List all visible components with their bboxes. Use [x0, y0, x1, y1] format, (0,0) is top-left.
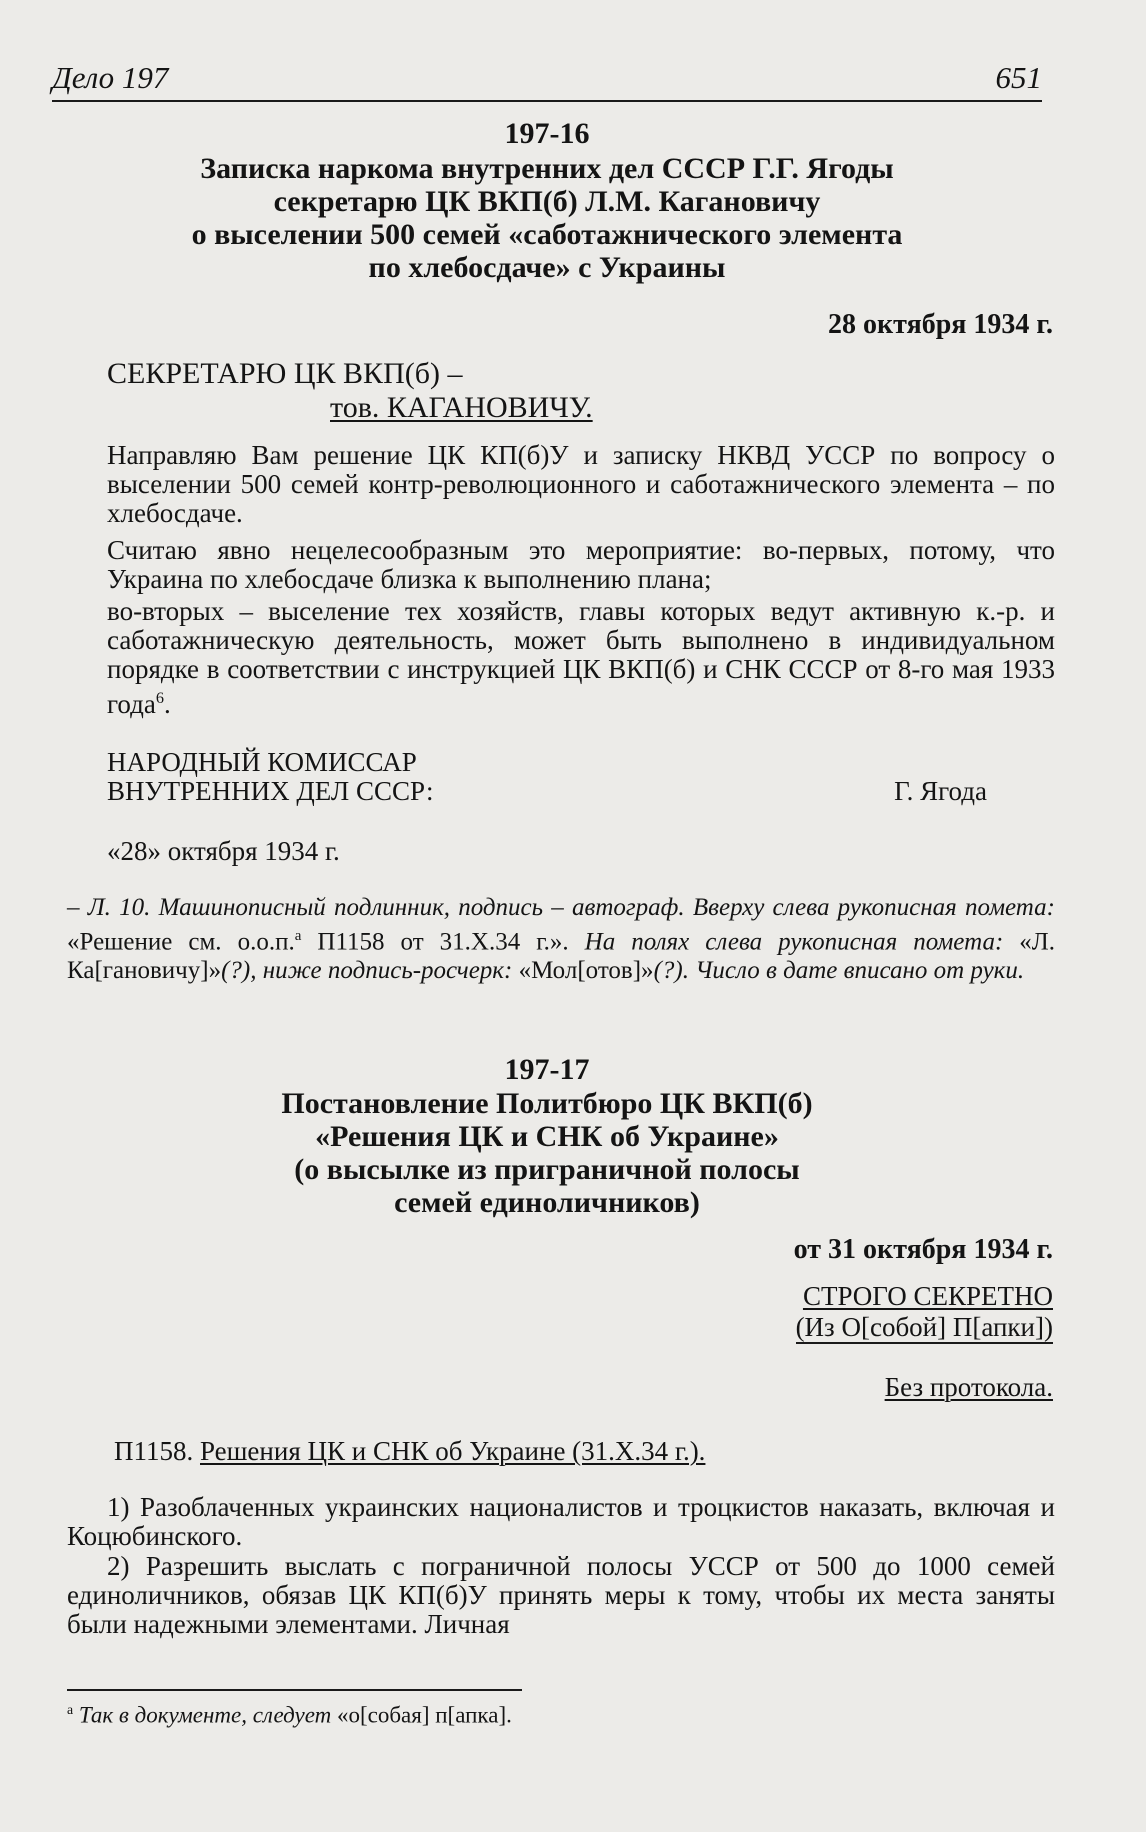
doc2-title-line: (о высылке из приграничной полосы: [294, 1153, 800, 1186]
doc1-title-line: Записка наркома внутренних дел СССР Г.Г. Ягоды: [200, 152, 894, 185]
footnote-text: «о[собая] п[апка].: [336, 1702, 512, 1728]
addressee-line-2: тов. КАГАНОВИЧУ.: [330, 391, 593, 424]
running-header: [52, 56, 1042, 102]
archival-quote: «Л. Ка[гановичу]»: [67, 928, 1055, 985]
footnote-ref: а: [294, 928, 302, 944]
doc1-paragraph-2: [107, 536, 1055, 594]
decision-heading: [114, 1437, 1054, 1466]
archival-text: – Л. 10. Машинописный подлинник, подпись – автограф. Вверху слева рукописная помета:: [67, 894, 1055, 921]
signature-title-line-2: ВНУТРЕННИХ ДЕЛ СССР:: [107, 776, 434, 806]
footnote-marker: а: [67, 1702, 74, 1717]
doc2-title-line: Постановление Политбюро ЦК ВКП(б): [281, 1087, 813, 1120]
archival-text: На полях слева рукописная помета:: [568, 928, 1020, 956]
special-file-note: (Из О[собой] П[апки]): [795, 1312, 1053, 1342]
decision-code: П1158.: [114, 1436, 200, 1466]
archival-text: (?). Число в дате вписано от руки.: [653, 957, 1025, 985]
archival-text: (?), ниже подпись-росчерк:: [221, 957, 519, 985]
signatory-name: Г. Ягода: [894, 776, 987, 806]
doc2-title: [52, 1087, 1042, 1219]
secrecy-stamp: СТРОГО СЕКРЕТНО: [802, 1281, 1053, 1311]
footnote-italic: Так в документе, следует: [73, 1702, 337, 1728]
doc1-title: [52, 152, 1042, 284]
archival-quote: «Мол[отов]»: [518, 957, 654, 985]
doc1-number: 197-16: [504, 117, 590, 150]
archival-quote: П1158 от 31.X.34 г.».: [301, 928, 569, 956]
paragraph-text: во-вторых – выселение тех хозяйств, главы которых ведут активную к.-р. и саботажническую деятельность, может быть выполнено в индивидуальном порядке в соответствии с инструкцией ЦК ВКП(б) и СНК СССР от 8-го мая 1933 года: [107, 596, 1055, 719]
doc1-title-line: о выселении 500 семей «саботажнического элемента: [191, 218, 903, 251]
point-text: 2) Разрешить выслать с пограничной полосы УССР от 500 до 1000 семей единоличников, обязав ЦК КП(б)У принять меры к тому, чтобы их места заняты были надежными элементами. Личная: [67, 1551, 1055, 1639]
doc1-paragraph-3: во-вторых – выселение тех хозяйств, главы которых ведут активную к.-р. и саботажническую деятельность, может быть выполнено в индивидуальном порядке в соответствии с инструкцией ЦК ВКП(б) и СНК СССР от 8-го мая 1933 года$^6$.: [107, 596, 1055, 719]
signature-title-line-1: НАРОДНЫЙ КОМИССАР: [107, 747, 417, 777]
decision-title: Решения ЦК и СНК об Украине (31.X.34 г.).: [200, 1436, 706, 1466]
paragraph-text: Направляю Вам решение ЦК КП(б)У и записку НКВД УССР по вопросу о выселении 500 семей контр-революционного и саботажнического элемента – по хлебосдаче.: [107, 440, 1055, 528]
doc2-title-line: семей единоличников): [394, 1186, 700, 1219]
archival-note: [67, 893, 1055, 985]
doc1-paragraph-1: [107, 441, 1055, 528]
point-text: 1) Разоблаченных украинских националистов и троцкистов наказать, включая и Коцюбинского.: [67, 1492, 1055, 1551]
doc1-title-line: по хлебосдаче» с Украины: [368, 251, 726, 284]
decision-point-2: [67, 1552, 1055, 1639]
doc2-title-line: «Решения ЦК и СНК об Украине»: [315, 1120, 779, 1153]
footnote: [67, 1702, 512, 1729]
doc1-title-line: секретарю ЦК ВКП(б) Л.М. Кагановичу: [273, 185, 821, 218]
footnote-rule: [67, 1689, 522, 1691]
protocol-note: Без протокола.: [884, 1372, 1053, 1402]
doc2-date: от 31 октября 1934 г.: [793, 1234, 1053, 1265]
addressee-line-1: СЕКРЕТАРЮ ЦК ВКП(б) –: [107, 357, 463, 390]
signature-date: «28» октября 1934 г.: [107, 836, 340, 866]
signature-block: [107, 748, 987, 806]
decision-point-1: [67, 1493, 1055, 1551]
archival-quote: «Решение см. о.о.п.: [67, 928, 295, 956]
footnote-ref: 6: [155, 689, 164, 707]
page-number: 651: [995, 60, 1042, 95]
doc2-number: 197-17: [504, 1053, 590, 1086]
doc1-date: 28 октября 1934 г.: [828, 309, 1053, 340]
header-section-label: Дело 197: [52, 60, 169, 95]
paragraph-text: Считаю явно нецелесообразным это мероприятие: во-первых, потому, что Украина по хлебосдаче близка к выполнению плана;: [107, 535, 1055, 594]
